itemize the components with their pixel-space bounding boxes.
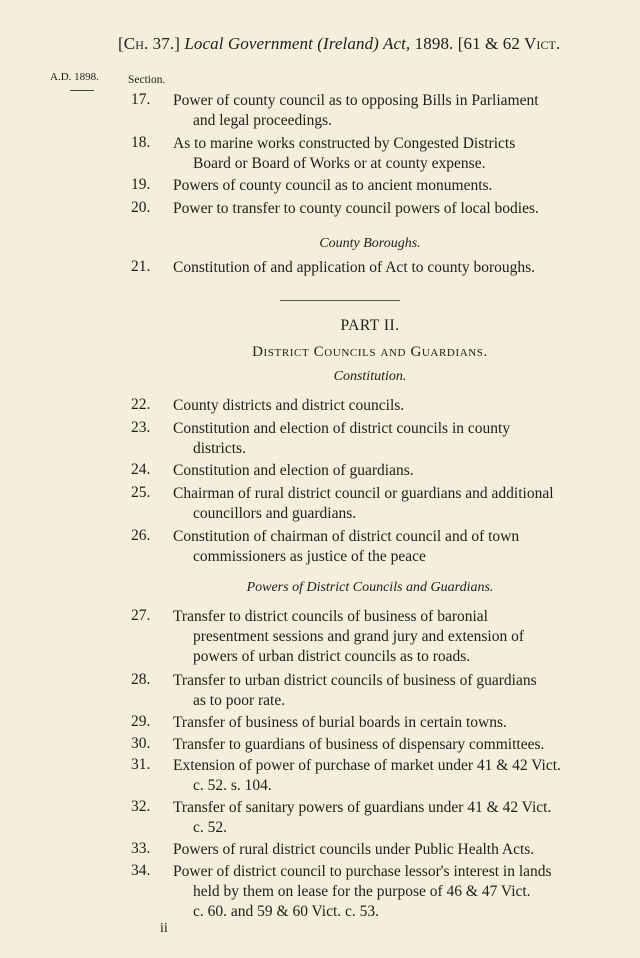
subheading-constitution: Constitution. xyxy=(333,369,407,384)
entry-text: Constitution and election of guardians. xyxy=(173,462,414,479)
entry-text: c. 52. s. 104. xyxy=(193,777,272,794)
entry-number: 20. xyxy=(131,199,151,216)
entry-number: 17. xyxy=(131,91,151,108)
entry-number: 29. xyxy=(131,713,151,730)
entry-number: 33. xyxy=(131,840,151,857)
entry-text: commissioners as justice of the peace xyxy=(193,548,426,565)
entry-number: 30. xyxy=(131,735,151,752)
entry-text: Powers of rural district councils under Public Health Acts. xyxy=(173,841,535,858)
subheading-county-boroughs: County Boroughs. xyxy=(319,236,421,251)
entry-text: presentment sessions and grand jury and extension of xyxy=(193,628,525,645)
entry-number: 19. xyxy=(131,176,151,193)
entry-number: 25. xyxy=(131,484,151,501)
entry-number: 21. xyxy=(131,258,151,275)
entry-text: Power of district council to purchase lessor's interest in lands xyxy=(173,863,552,880)
entry-text: Transfer of sanitary powers of guardians under 41 & 42 Vict. xyxy=(173,799,552,816)
entry-text: Constitution and election of district councils in county xyxy=(173,420,511,437)
entry-text: As to marine works constructed by Congested Districts xyxy=(173,135,516,152)
part-subtitle: District Councils and Guardians. xyxy=(252,344,488,360)
entry-text: Power of county council as to opposing Bills in Parliament xyxy=(173,92,539,109)
page-folio: ii xyxy=(160,921,168,936)
entry-text: c. 52. xyxy=(193,819,228,836)
entry-number: 27. xyxy=(131,607,151,624)
entry-text: and legal proceedings. xyxy=(193,112,333,129)
entry-text: councillors and guardians. xyxy=(193,505,357,522)
regnal-year: [61 & 62 Vict. xyxy=(457,34,561,53)
part-title: PART II. xyxy=(340,317,400,334)
entry-number: 32. xyxy=(131,798,151,815)
entry-text: Transfer to district councils of business of baronial xyxy=(173,608,488,625)
entry-text: Chairman of rural district council or guardians and additional xyxy=(173,485,554,502)
entry-text: Transfer of business of burial boards in certain towns. xyxy=(173,714,507,731)
section-divider xyxy=(280,300,400,301)
entry-text: Constitution of chairman of district council and of town xyxy=(173,528,520,545)
entry-text: Powers of county council as to ancient monuments. xyxy=(173,177,493,194)
chapter-ref: [Ch. 37.] xyxy=(118,34,180,53)
entry-text: Constitution of and application of Act to county boroughs. xyxy=(173,259,536,276)
entry-number: 23. xyxy=(131,419,151,436)
running-header xyxy=(118,34,618,54)
entry-number: 34. xyxy=(131,862,151,879)
entry-text: Power to transfer to county council powers of local bodies. xyxy=(173,200,539,217)
entry-number: 31. xyxy=(131,756,151,773)
entry-text: Board or Board of Works or at county expense. xyxy=(193,155,486,172)
entry-text: held by them on lease for the purpose of 46 & 47 Vict. xyxy=(193,883,531,900)
entry-text: c. 60. and 59 & 60 Vict. c. 53. xyxy=(193,903,380,920)
margin-rule xyxy=(70,90,94,91)
section-label: Section. xyxy=(128,74,166,86)
entry-text: Transfer to guardians of business of dispensary committees. xyxy=(173,736,545,753)
entry-text: powers of urban district councils as to roads. xyxy=(193,648,471,665)
subheading-powers: Powers of District Councils and Guardians. xyxy=(246,580,494,595)
entry-text: Extension of power of purchase of market under 41 & 42 Vict. xyxy=(173,757,561,774)
entry-text: districts. xyxy=(193,440,246,457)
entry-text: Transfer to urban district councils of business of guardians xyxy=(173,672,537,689)
entry-number: 24. xyxy=(131,461,151,478)
entry-number: 26. xyxy=(131,527,151,544)
entry-text: County districts and district councils. xyxy=(173,397,405,414)
act-year: 1898. xyxy=(414,34,454,53)
act-title: Local Government (Ireland) Act, xyxy=(184,34,411,53)
entry-number: 22. xyxy=(131,396,151,413)
margin-year: A.D. 1898. xyxy=(50,71,99,83)
entry-text: as to poor rate. xyxy=(193,692,286,709)
entry-number: 18. xyxy=(131,134,151,151)
entry-number: 28. xyxy=(131,671,151,688)
